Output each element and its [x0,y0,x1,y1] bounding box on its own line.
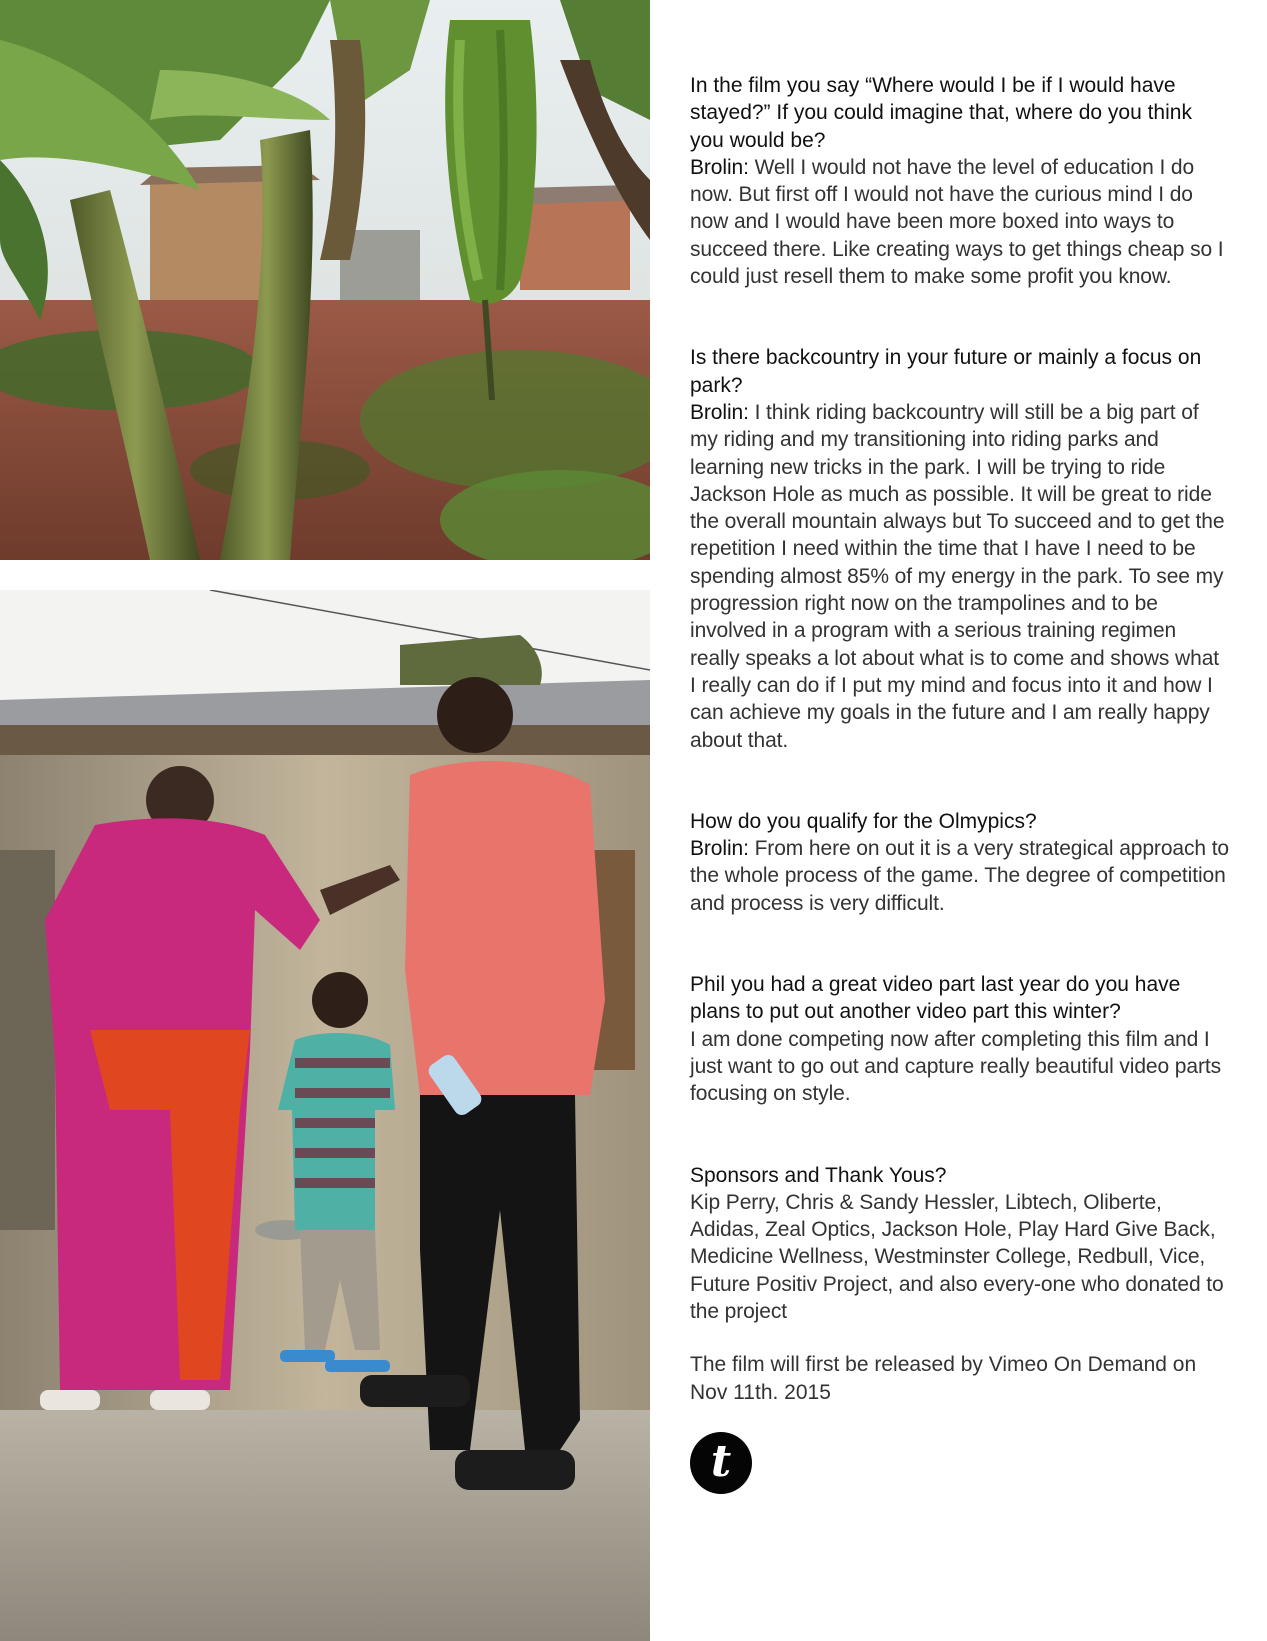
answer-text [690,154,1230,290]
qa-item-4 [690,971,1230,1107]
qa-item-3 [690,808,1230,917]
qa-item-2 [690,344,1230,753]
release-note: The film will first be released by Vimeo On Demand on Nov 11th. 2015 [690,1353,1197,1404]
qa-item-1 [690,72,1230,290]
logo-glyph: t [710,1435,732,1487]
answer-body: Well I would not have the level of education I do now. But first off I would not have the curious mind I do now and I would have been more boxed into ways to succeed there. Like creating ways to get things cheap so I could just resell them to make some profit you know. [690,155,1224,289]
question-text: In the film you say “Where would I be if I would have stayed?” If you could imagine that, where do you think you would be? [690,74,1192,152]
answer-text [690,399,1230,754]
answer-text [690,835,1230,917]
question-text: Phil you had a great video part last year do you have plans to put out another video part this winter? [690,973,1181,1024]
question-text: Is there backcountry in your future or mainly a focus on park? [690,346,1202,397]
question-text: Sponsors and Thank Yous? [690,1163,947,1187]
answer-body: I think riding backcountry will still be a big part of my riding and my transitioning into riding parks and learning new tricks in the park. I will be trying to ride Jackson Hole as much as possible. It will be great to ride the overall mountain always but To succeed and to get the repetition I need within the time that I have I need to be spending almost 85% of my energy in the park. To see my progression right now on the trampolines and to be involved in a program with a serious training regimen really speaks a lot about what is to come and shows what I really can do if I put my mind and focus into it and how I can achieve my goals in the future and I am really happy about that. [690,400,1225,752]
photo-family-portrait [0,590,650,1641]
qa-item-5 [690,1162,1230,1326]
question-text: How do you qualify for the Olmypics? [690,809,1037,833]
interview-article [690,72,1230,1494]
answer-text: Kip Perry, Chris & Sandy Hessler, Libtech, Oliberte, Adidas, Zeal Optics, Jackson Hole, Play Hard Give Back, Medicine Wellness, Westminster College, Redbull, Vice, Future Positiv Project, and also every-one who donated to the project [690,1190,1224,1323]
speaker-label: Brolin: [690,837,749,861]
answer-text: I am done competing now after completing this film and I just want to go out and capture really beautiful video parts focusing on style. [690,1027,1221,1106]
speaker-label: Brolin: [690,400,749,424]
answer-body: From here on out it is a very strategical approach to the whole process of the game. The degree of competition and process is very difficult. [690,837,1230,915]
brand-logo-icon [690,1432,752,1494]
speaker-label: Brolin: [690,155,749,179]
photo-banana-plants [0,0,650,560]
